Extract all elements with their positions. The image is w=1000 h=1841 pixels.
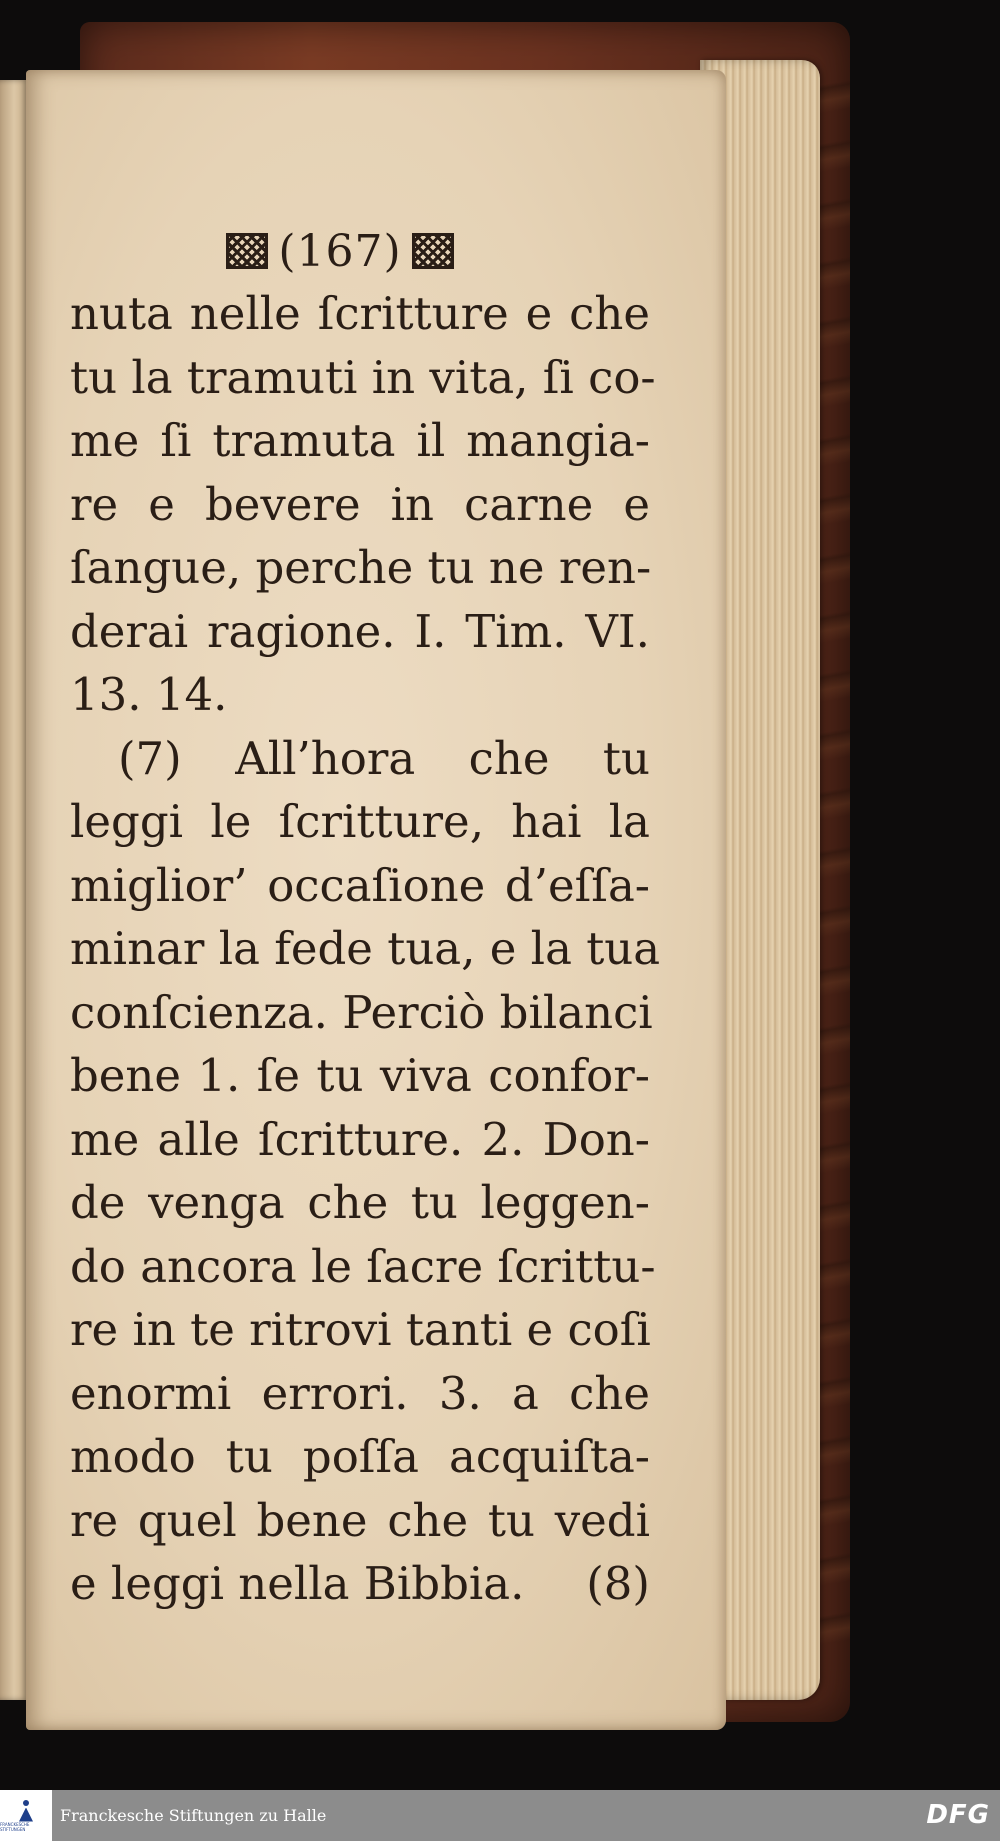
logo-caption: FRANCKESCHE STIFTUNGEN — [0, 1821, 30, 1832]
text-line: re quel bene che tu vedi — [70, 1493, 650, 1547]
text-line: me alle ſcritture. 2. Don- — [70, 1112, 650, 1166]
facing-page-edge — [0, 80, 28, 1700]
text-line: re e bevere in carne e — [70, 477, 650, 531]
institution-name[interactable]: Franckesche Stiftungen zu Halle — [60, 1806, 327, 1825]
book-page — [26, 70, 726, 1730]
text-line: 13. 14. — [70, 668, 228, 721]
text-line: bene 1. ſe tu viva confor- — [70, 1049, 650, 1102]
francke-logo-icon — [17, 1800, 35, 1822]
text-line: re in te ritrovi tanti e coſi — [70, 1303, 651, 1356]
text-line: leggi le ſcritture, hai la — [70, 795, 650, 848]
page-number: (167) — [278, 225, 402, 277]
text-line: ſangue, perche tu ne ren- — [70, 541, 652, 594]
text-line: miglior’ occaſione d’eſſa- — [70, 858, 650, 912]
text-line-final — [70, 1552, 650, 1616]
dfg-logo[interactable]: DFG — [926, 1800, 990, 1830]
text-line: do ancora le ſacre ſcrittu- — [70, 1239, 656, 1293]
text-line: enormi errori. 3. a che — [70, 1366, 650, 1420]
text-line: de venga che tu leggen- — [70, 1176, 650, 1229]
text-line: tu la tramuti in vita, ſi co- — [70, 350, 656, 404]
page-header — [30, 220, 650, 282]
ornament-right-icon — [412, 233, 454, 269]
text-line: nuta nelle ſcritture e che — [70, 287, 650, 340]
text-line: me ſi tramuta il mangia- — [70, 414, 650, 467]
catchword: (8) — [586, 1557, 650, 1610]
text-line: modo tu poſſa acquiſta- — [70, 1430, 650, 1483]
text-line: minar la fede tua, e la tua — [70, 922, 661, 975]
text-line: conſcienza. Perciò bilanci — [70, 985, 653, 1039]
viewer-footer — [0, 1790, 1000, 1841]
text-line: (7) All’hora che tu — [118, 731, 650, 785]
text-line: derai ragione. I. Tim. VI. — [70, 604, 650, 658]
ornament-left-icon — [226, 233, 268, 269]
last-line-text: e leggi nella Bibbia. — [70, 1557, 525, 1610]
institution-logo[interactable] — [0, 1790, 52, 1841]
page-text — [70, 220, 661, 1616]
